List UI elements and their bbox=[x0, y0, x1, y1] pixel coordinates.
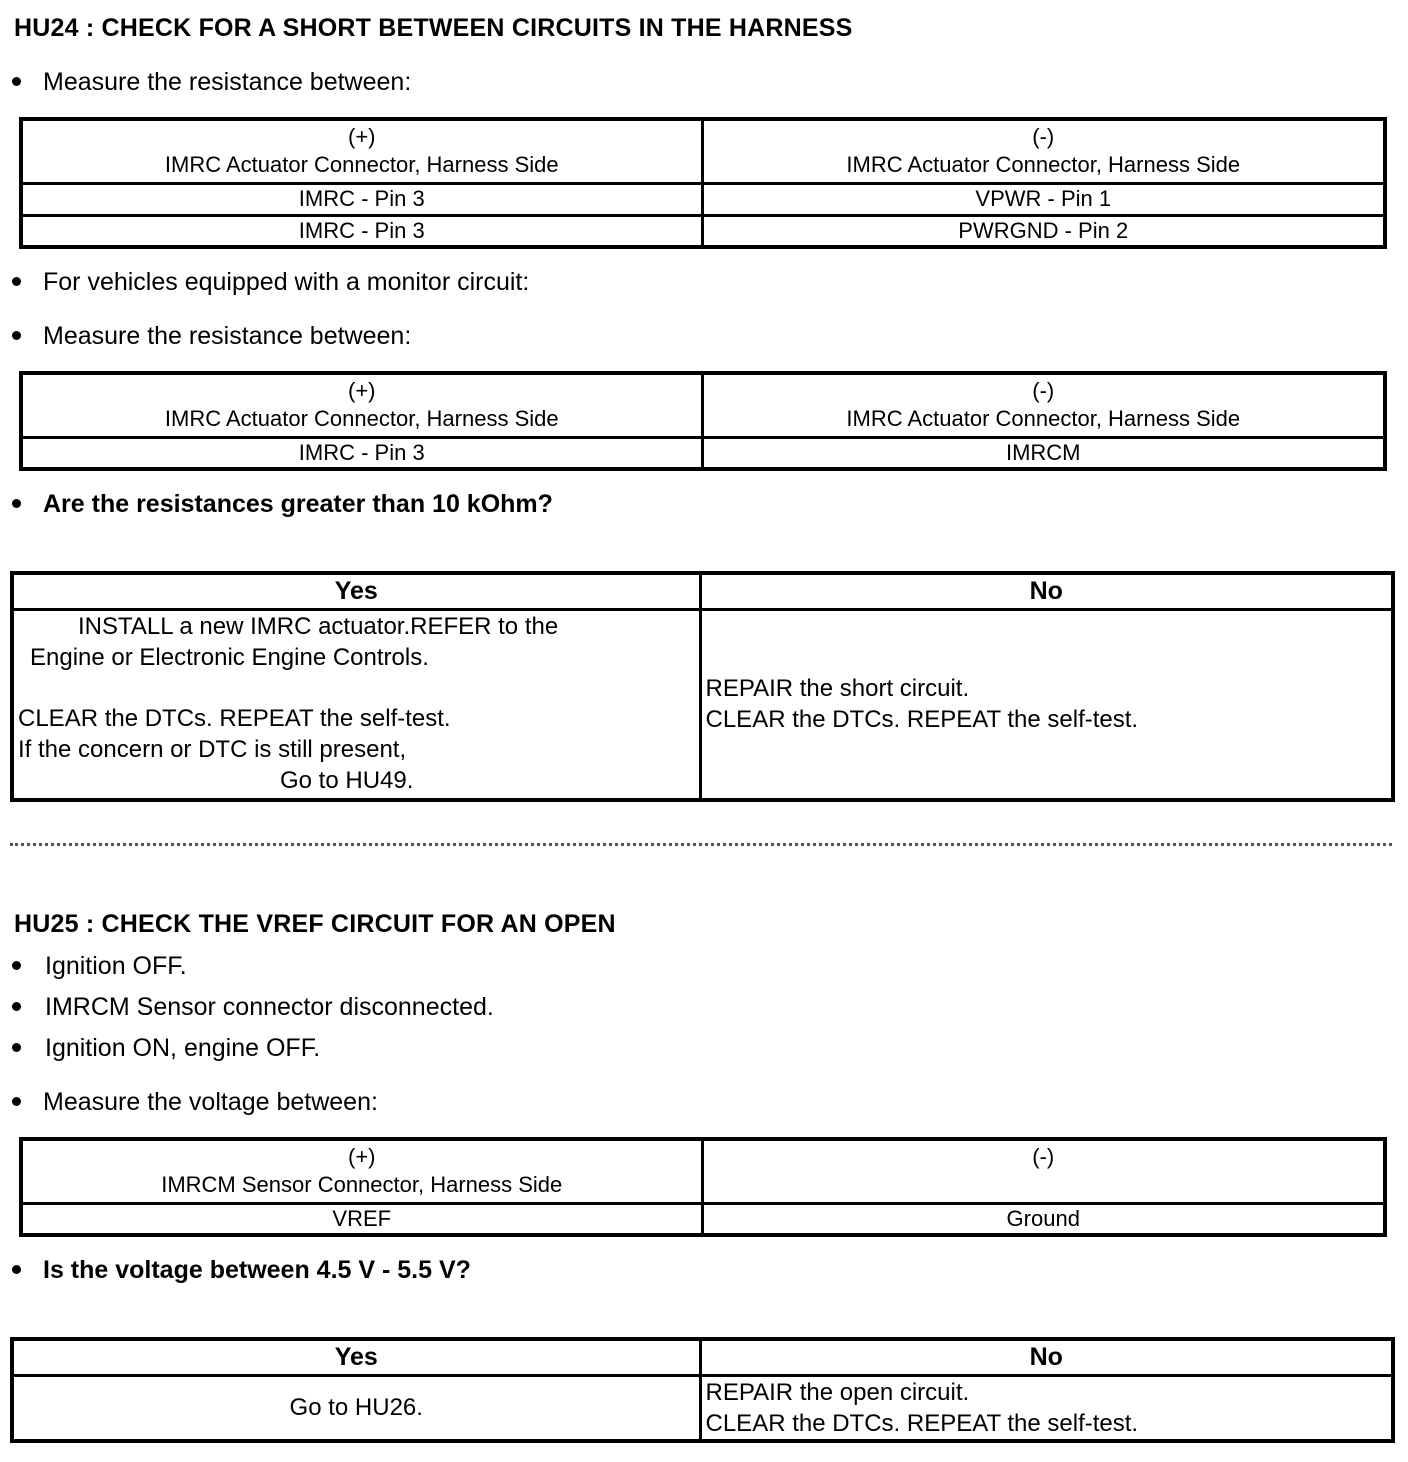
hu25-result-table bbox=[10, 1337, 1395, 1443]
no-action: REPAIR the open circuit. CLEAR the DTCs. REPEAT the self-test. bbox=[700, 1376, 1393, 1442]
table-cell-negative: Ground bbox=[702, 1203, 1385, 1235]
hu24-resistance-table-1 bbox=[19, 117, 1387, 249]
hu24-result-table bbox=[10, 571, 1395, 802]
bullet-icon bbox=[12, 1097, 21, 1106]
table-cell-positive: VREF bbox=[21, 1203, 702, 1235]
table-header-positive: (+) IMRC Actuator Connector, Harness Side bbox=[21, 373, 702, 437]
table-header-negative: (-) IMRC Actuator Connector, Harness Side bbox=[702, 119, 1385, 183]
bullet-icon bbox=[12, 277, 21, 286]
hu24-title: HU24 : CHECK FOR A SHORT BETWEEN CIRCUITS IN THE HARNESS bbox=[14, 14, 853, 42]
table-cell-negative: IMRCM bbox=[702, 437, 1385, 469]
yes-header: Yes bbox=[12, 573, 700, 610]
table-header-positive: (+) IMRC Actuator Connector, Harness Side bbox=[21, 119, 702, 183]
bullet-icon bbox=[12, 1043, 21, 1052]
table-cell-positive: IMRC - Pin 3 bbox=[21, 437, 702, 469]
hu25-question: Is the voltage between 4.5 V - 5.5 V? bbox=[12, 1256, 471, 1285]
yes-action: INSTALL a new IMRC actuator.REFER to the Engine or Electronic Engine Controls. CLEAR the DTCs. REPEAT the self-test. If the concern or DTC is still present, Go to HU49. bbox=[12, 610, 700, 800]
table-cell-negative: VPWR - Pin 1 bbox=[702, 183, 1385, 215]
hu25-voltage-table bbox=[19, 1137, 1387, 1237]
hu24-resistance-table-2 bbox=[19, 371, 1387, 471]
yes-action: Go to HU26. bbox=[12, 1376, 700, 1442]
bullet-icon bbox=[12, 961, 21, 970]
table-header-negative: (-) bbox=[702, 1139, 1385, 1203]
table-cell-positive: IMRC - Pin 3 bbox=[21, 183, 702, 215]
bullet-icon bbox=[12, 1265, 21, 1274]
table-row bbox=[21, 437, 1385, 469]
section-divider bbox=[10, 843, 1392, 846]
table-cell-positive: IMRC - Pin 3 bbox=[21, 215, 702, 247]
table-row bbox=[21, 183, 1385, 215]
bullet-icon bbox=[12, 77, 21, 86]
bullet-icon bbox=[12, 1002, 21, 1011]
hu24-step-monitor: For vehicles equipped with a monitor circuit: bbox=[12, 268, 529, 297]
hu25-step-measure: Measure the voltage between: bbox=[12, 1088, 378, 1117]
bullet-icon bbox=[12, 331, 21, 340]
table-header-negative: (-) IMRC Actuator Connector, Harness Side bbox=[702, 373, 1385, 437]
table-cell-negative: PWRGND - Pin 2 bbox=[702, 215, 1385, 247]
bullet-icon bbox=[12, 499, 21, 508]
table-row bbox=[21, 1203, 1385, 1235]
hu24-step-measure: Measure the resistance between: bbox=[12, 68, 411, 97]
table-row bbox=[21, 215, 1385, 247]
hu24-step-measure-2: Measure the resistance between: bbox=[12, 322, 411, 351]
hu25-step-ignition-off: Ignition OFF. bbox=[12, 952, 187, 981]
hu25-title: HU25 : CHECK THE VREF CIRCUIT FOR AN OPEN bbox=[14, 910, 616, 938]
no-header: No bbox=[700, 1339, 1393, 1376]
table-header-positive: (+) IMRCM Sensor Connector, Harness Side bbox=[21, 1139, 702, 1203]
hu24-question: Are the resistances greater than 10 kOhm? bbox=[12, 490, 553, 519]
hu25-step-ignition-on: Ignition ON, engine OFF. bbox=[12, 1034, 320, 1063]
hu25-step-disconnect: IMRCM Sensor connector disconnected. bbox=[12, 993, 494, 1022]
no-header: No bbox=[700, 573, 1393, 610]
yes-header: Yes bbox=[12, 1339, 700, 1376]
no-action: REPAIR the short circuit. CLEAR the DTCs. REPEAT the self-test. bbox=[700, 610, 1393, 800]
